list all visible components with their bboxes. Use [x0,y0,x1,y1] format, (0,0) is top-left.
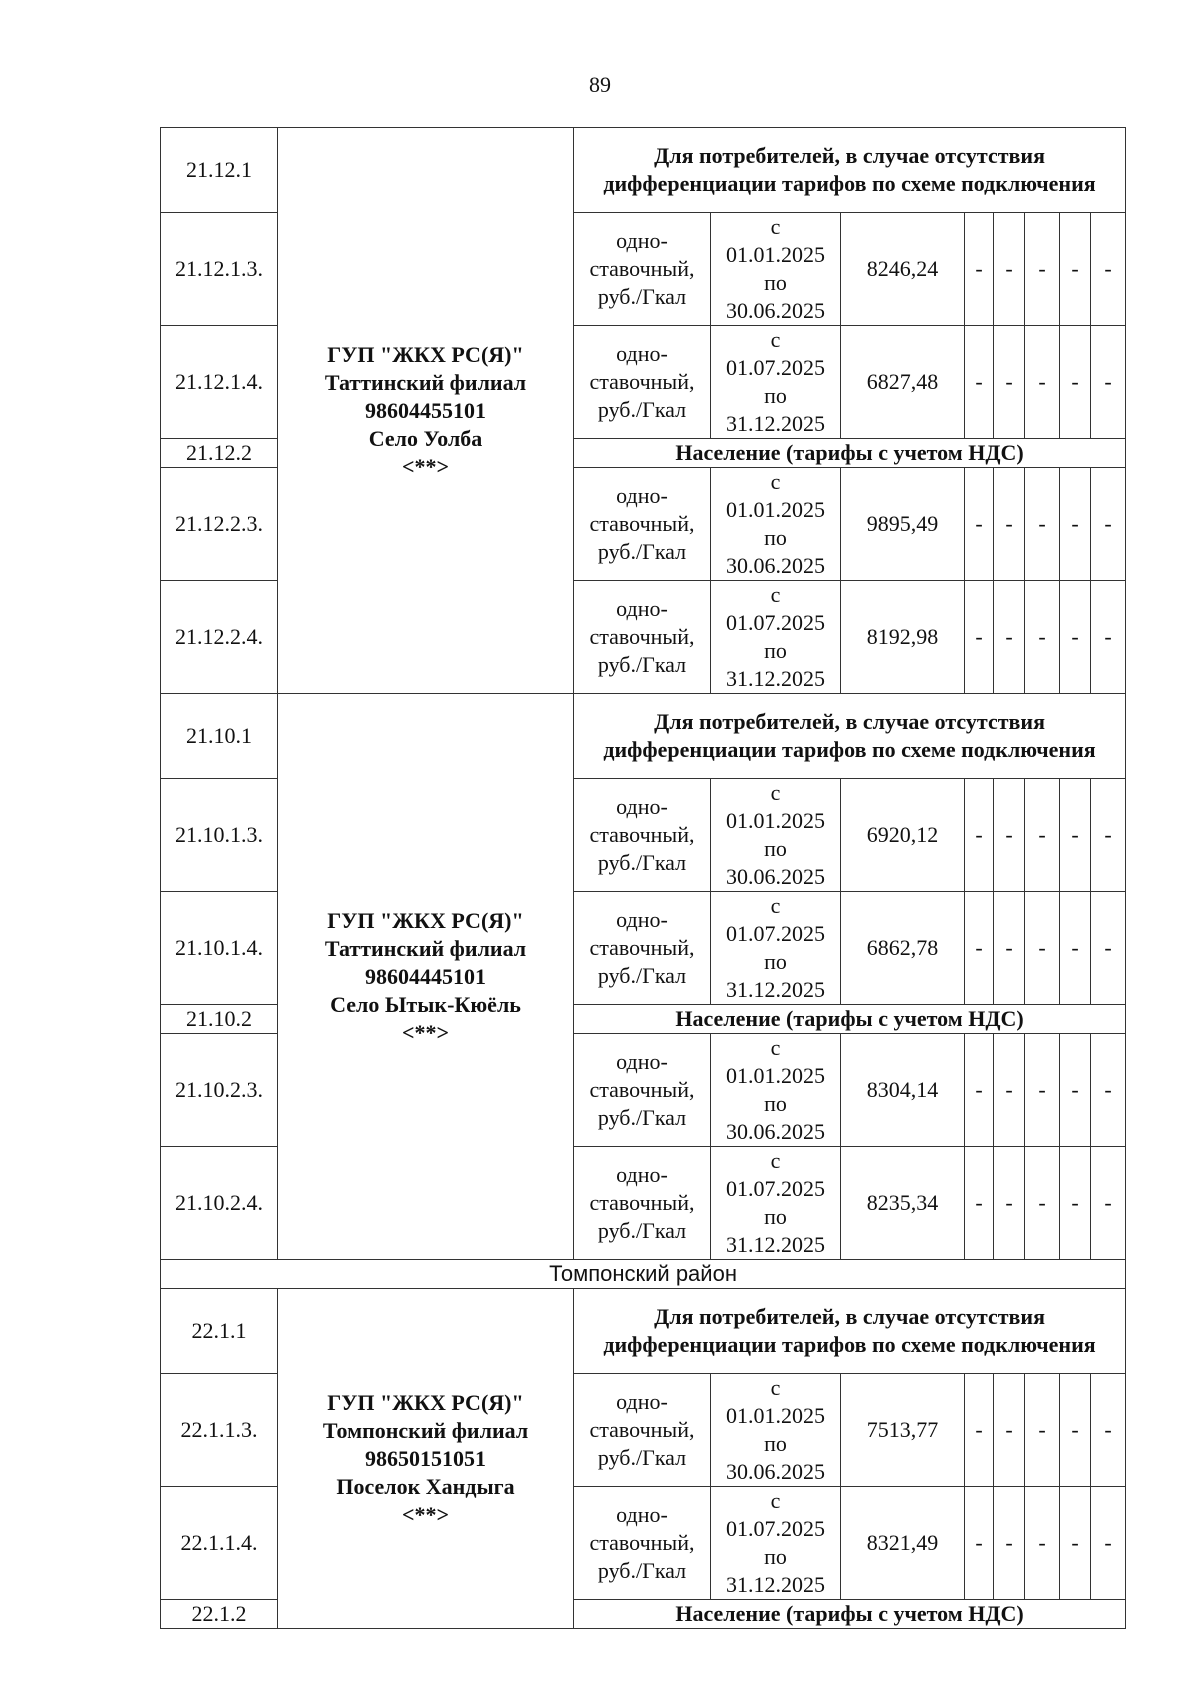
empty-value-dash: - [1091,892,1126,1005]
period-to-label: по [764,270,787,295]
period-to-date: 31.12.2025 [726,1572,825,1597]
empty-value-dash: - [1091,468,1126,581]
rate-type-line: одно- [616,228,668,253]
rate-type-line: ставочный, [589,935,695,960]
footnote-mark: <**> [401,1019,450,1045]
period-to-label: по [764,949,787,974]
empty-value-dash: - [994,779,1025,892]
empty-value-dash: - [1091,1147,1126,1260]
period-cell [711,1374,841,1487]
tariff-value: 6862,78 [841,892,965,1005]
branch-name: Таттинский филиал [324,935,527,961]
tariff-value: 6920,12 [841,779,965,892]
organization-name: ГУП "ЖКХ РС(Я)" [327,907,524,933]
rate-type-line: ставочный, [589,822,695,847]
empty-value-dash: - [965,1147,994,1260]
empty-value-dash: - [994,1374,1025,1487]
tariff-value: 8235,34 [841,1147,965,1260]
rate-type-unit: руб./Гкал [597,652,687,677]
period-cell [711,892,841,1005]
section-header-text: Население (тарифы с учетом НДС) [574,1005,1126,1034]
empty-value-dash: - [994,892,1025,1005]
period-to-label: по [764,1091,787,1116]
rate-type-line: ставочный, [589,1530,695,1555]
empty-value-dash: - [994,1487,1025,1600]
row-number: 21.10.2 [161,1005,278,1034]
period-from-date: 01.07.2025 [726,610,825,635]
row-number: 22.1.1.3. [161,1374,278,1487]
organization-name: ГУП "ЖКХ РС(Я)" [327,1389,524,1415]
rate-type-line: одно- [616,1389,668,1414]
rate-type-cell [574,1487,711,1600]
rate-type-unit: руб./Гкал [597,1445,687,1470]
empty-value-dash: - [1025,1147,1060,1260]
rate-type-cell [574,468,711,581]
tariff-value: 8304,14 [841,1034,965,1147]
empty-value-dash: - [994,1147,1025,1260]
empty-value-dash: - [1091,326,1126,439]
period-from-label: с [770,214,781,239]
period-from-label: с [770,327,781,352]
rate-type-line: одно- [616,596,668,621]
rate-type-line: одно- [616,1162,668,1187]
period-to-label: по [764,638,787,663]
section-header-text: Для потребителей, в случае отсутствия дифференциации тарифов по схеме подключения [574,1289,1126,1374]
empty-value-dash: - [1025,326,1060,439]
period-from-date: 01.01.2025 [726,1063,825,1088]
period-from-label: с [770,1488,781,1513]
period-from-label: с [770,893,781,918]
period-from-date: 01.07.2025 [726,1516,825,1541]
row-number: 21.10.2.3. [161,1034,278,1147]
period-to-label: по [764,1544,787,1569]
empty-value-dash: - [1025,1034,1060,1147]
row-number: 21.12.2.3. [161,468,278,581]
row-number: 21.12.2 [161,439,278,468]
period-to-date: 30.06.2025 [726,864,825,889]
rate-type-line: одно- [616,483,668,508]
empty-value-dash: - [994,581,1025,694]
empty-value-dash: - [1060,1374,1091,1487]
period-from-date: 01.07.2025 [726,355,825,380]
tariff-value: 7513,77 [841,1374,965,1487]
section-header-text: Для потребителей, в случае отсутствия дифференциации тарифов по схеме подключения [574,128,1126,213]
empty-value-dash: - [1025,581,1060,694]
rate-type-unit: руб./Гкал [597,539,687,564]
locality-name: Село Ытык-Кюёль [330,991,521,1017]
empty-value-dash: - [1060,468,1091,581]
tariff-value: 9895,49 [841,468,965,581]
tariff-value: 8246,24 [841,213,965,326]
tariff-table-body [161,128,1126,1629]
footnote-mark: <**> [401,453,450,479]
oktmo-code: 98604445101 [365,963,486,989]
locality-name: Село Уолба [368,425,483,451]
period-to-label: по [764,1431,787,1456]
rate-type-line: одно- [616,794,668,819]
rate-type-line: ставочный, [589,624,695,649]
empty-value-dash: - [1060,779,1091,892]
period-cell [711,213,841,326]
district-row [161,1260,1126,1289]
rate-type-line: ставочный, [589,1190,695,1215]
period-to-date: 30.06.2025 [726,553,825,578]
section-header-row [161,128,1126,213]
period-to-date: 30.06.2025 [726,1459,825,1484]
row-number: 21.10.1 [161,694,278,779]
period-to-label: по [764,836,787,861]
period-to-date: 30.06.2025 [726,298,825,323]
empty-value-dash: - [965,1374,994,1487]
section-header-text: Население (тарифы с учетом НДС) [574,439,1126,468]
rate-type-line: ставочный, [589,1417,695,1442]
tariff-table [160,127,1126,1629]
section-header-text: Для потребителей, в случае отсутствия дифференциации тарифов по схеме подключения [574,694,1126,779]
period-from-label: с [770,582,781,607]
row-number: 21.12.1 [161,128,278,213]
empty-value-dash: - [994,1034,1025,1147]
period-from-date: 01.01.2025 [726,497,825,522]
branch-name: Томпонский филиал [322,1417,529,1443]
period-to-date: 31.12.2025 [726,666,825,691]
organization-name: ГУП "ЖКХ РС(Я)" [327,341,524,367]
period-cell [711,1034,841,1147]
period-to-date: 30.06.2025 [726,1119,825,1144]
period-from-label: с [770,1035,781,1060]
rate-type-cell [574,779,711,892]
row-number: 21.10.2.4. [161,1147,278,1260]
rate-type-cell [574,1374,711,1487]
rate-type-unit: руб./Гкал [597,397,687,422]
rate-type-line: одно- [616,907,668,932]
organization-cell [278,1289,574,1629]
empty-value-dash: - [1091,1487,1126,1600]
rate-type-line: одно- [616,341,668,366]
period-from-label: с [770,469,781,494]
row-number: 22.1.1 [161,1289,278,1374]
page-number: 89 [589,72,611,97]
period-to-label: по [764,525,787,550]
rate-type-line: одно- [616,1502,668,1527]
section-header-text: Население (тарифы с учетом НДС) [574,1600,1126,1629]
section-header-row [161,1289,1126,1374]
tariff-value: 8321,49 [841,1487,965,1600]
row-number: 21.10.1.3. [161,779,278,892]
rate-type-unit: руб./Гкал [597,1105,687,1130]
rate-type-line: одно- [616,1049,668,1074]
period-from-label: с [770,1375,781,1400]
empty-value-dash: - [1060,326,1091,439]
empty-value-dash: - [965,581,994,694]
empty-value-dash: - [1025,779,1060,892]
period-cell [711,581,841,694]
period-from-date: 01.01.2025 [726,242,825,267]
rate-type-line: ставочный, [589,369,695,394]
empty-value-dash: - [965,1487,994,1600]
period-from-date: 01.07.2025 [726,921,825,946]
rate-type-unit: руб./Гкал [597,284,687,309]
empty-value-dash: - [1091,1034,1126,1147]
empty-value-dash: - [1025,1374,1060,1487]
empty-value-dash: - [1060,1147,1091,1260]
rate-type-unit: руб./Гкал [597,850,687,875]
branch-name: Таттинский филиал [324,369,527,395]
period-to-date: 31.12.2025 [726,977,825,1002]
tariff-value: 6827,48 [841,326,965,439]
period-from-label: с [770,1148,781,1173]
period-from-date: 01.01.2025 [726,808,825,833]
empty-value-dash: - [965,779,994,892]
period-cell [711,779,841,892]
period-to-label: по [764,1204,787,1229]
empty-value-dash: - [1060,892,1091,1005]
rate-type-cell [574,892,711,1005]
row-number: 21.12.1.4. [161,326,278,439]
empty-value-dash: - [1060,581,1091,694]
empty-value-dash: - [1091,213,1126,326]
rate-type-cell [574,1147,711,1260]
rate-type-cell [574,213,711,326]
rate-type-cell [574,581,711,694]
rate-type-line: ставочный, [589,511,695,536]
oktmo-code: 98650151051 [365,1445,486,1471]
rate-type-cell [574,1034,711,1147]
row-number: 21.12.2.4. [161,581,278,694]
tariff-value: 8192,98 [841,581,965,694]
row-number: 22.1.2 [161,1600,278,1629]
empty-value-dash: - [965,326,994,439]
rate-type-line: ставочный, [589,1077,695,1102]
period-cell [711,468,841,581]
empty-value-dash: - [1060,1034,1091,1147]
empty-value-dash: - [1025,892,1060,1005]
period-from-date: 01.01.2025 [726,1403,825,1428]
empty-value-dash: - [965,213,994,326]
rate-type-cell [574,326,711,439]
period-cell [711,1147,841,1260]
period-from-label: с [770,780,781,805]
rate-type-unit: руб./Гкал [597,963,687,988]
footnote-mark: <**> [401,1501,450,1527]
oktmo-code: 98604455101 [365,397,486,423]
empty-value-dash: - [994,213,1025,326]
empty-value-dash: - [1060,1487,1091,1600]
period-from-date: 01.07.2025 [726,1176,825,1201]
locality-name: Поселок Хандыга [336,1473,515,1499]
district-name: Томпонский район [161,1260,1126,1289]
rate-type-unit: руб./Гкал [597,1218,687,1243]
empty-value-dash: - [965,468,994,581]
rate-type-unit: руб./Гкал [597,1558,687,1583]
period-cell [711,1487,841,1600]
rate-type-line: ставочный, [589,256,695,281]
empty-value-dash: - [994,468,1025,581]
period-to-date: 31.12.2025 [726,1232,825,1257]
empty-value-dash: - [965,892,994,1005]
row-number: 22.1.1.4. [161,1487,278,1600]
section-header-row [161,694,1126,779]
empty-value-dash: - [965,1034,994,1147]
empty-value-dash: - [1060,213,1091,326]
empty-value-dash: - [1025,213,1060,326]
organization-cell [278,128,574,694]
empty-value-dash: - [994,326,1025,439]
empty-value-dash: - [1025,468,1060,581]
row-number: 21.12.1.3. [161,213,278,326]
empty-value-dash: - [1025,1487,1060,1600]
empty-value-dash: - [1091,1374,1126,1487]
organization-cell [278,694,574,1260]
row-number: 21.10.1.4. [161,892,278,1005]
period-to-label: по [764,383,787,408]
period-cell [711,326,841,439]
empty-value-dash: - [1091,581,1126,694]
period-to-date: 31.12.2025 [726,411,825,436]
empty-value-dash: - [1091,779,1126,892]
